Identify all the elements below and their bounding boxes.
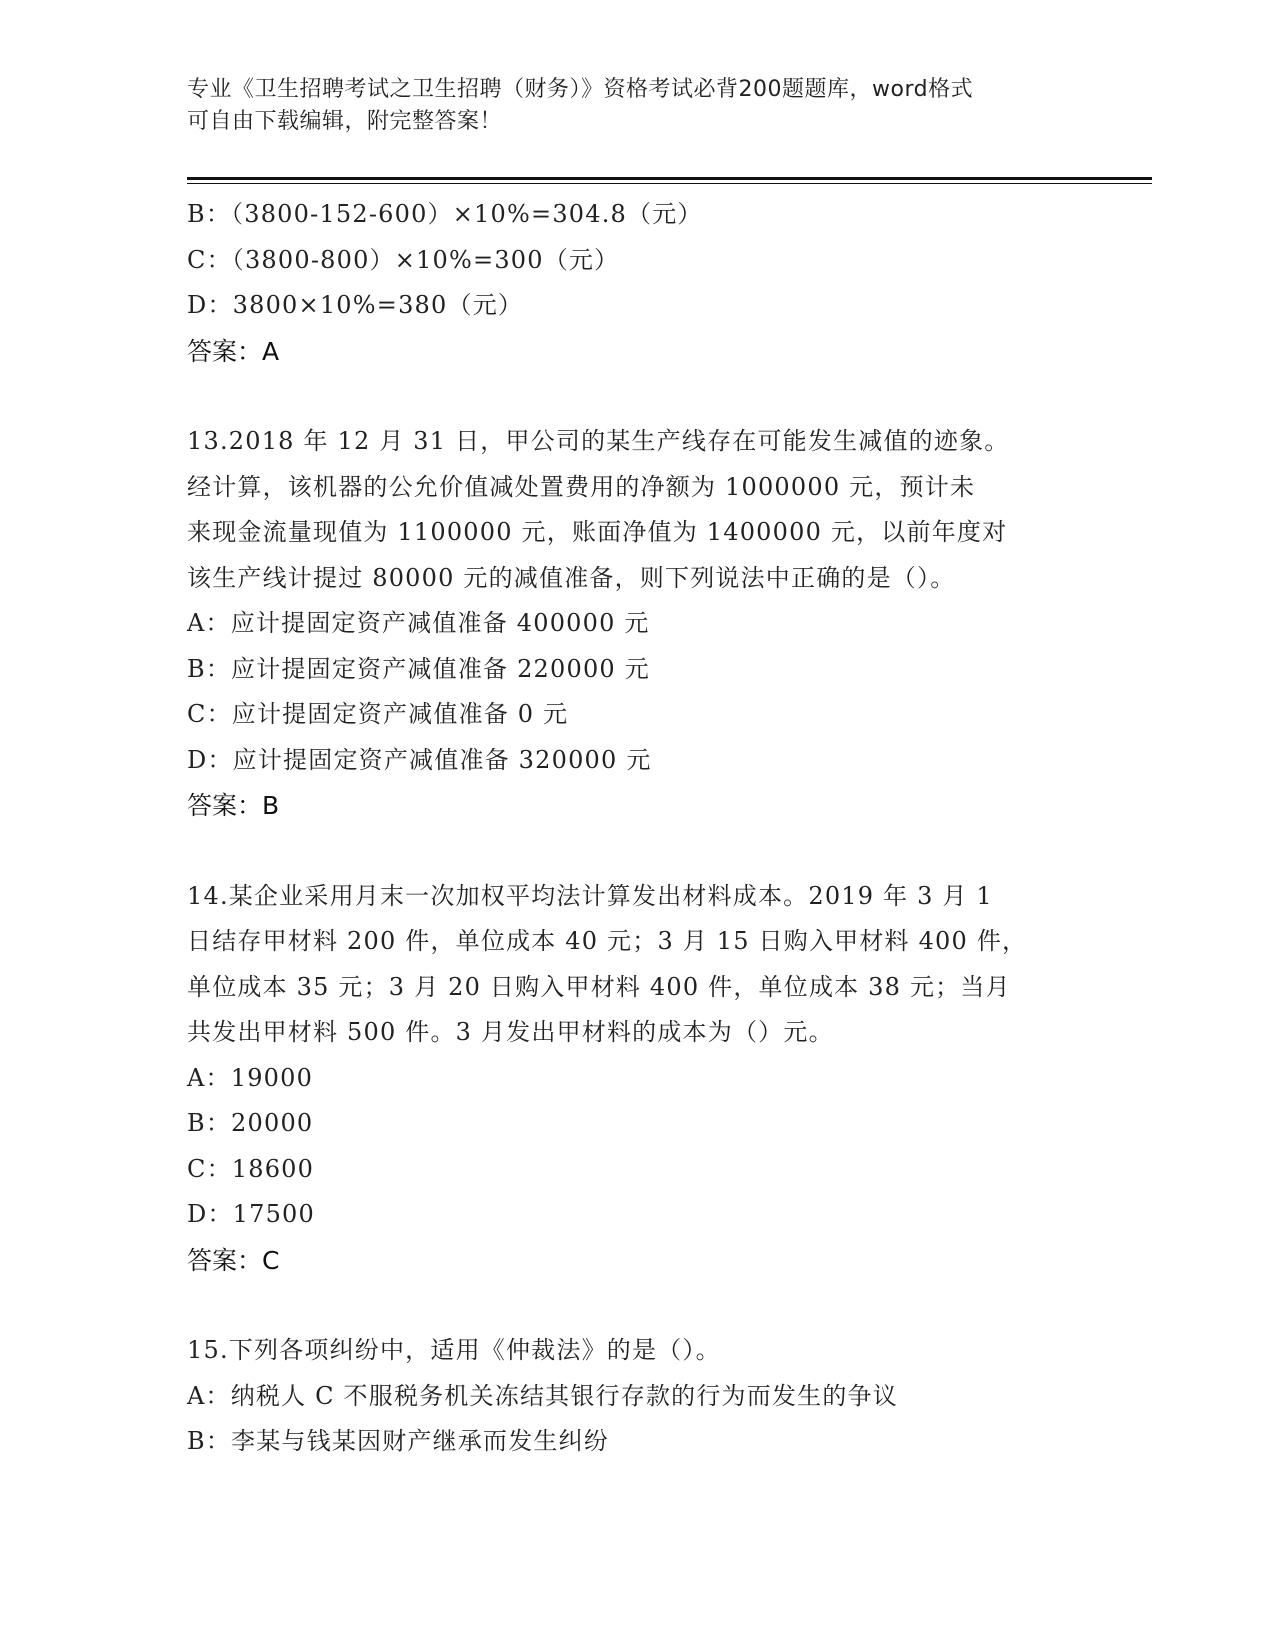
question-stem-line: 单位成本 35 元；3 月 20 日购入甲材料 400 件，单位成本 38 元；当月 (187, 972, 1011, 1001)
option-a: A：19000 (187, 1063, 314, 1092)
option-d: D：17500 (187, 1200, 315, 1228)
option-c: C：应计提固定资产减值准备 0 元 (187, 700, 569, 728)
option-d: D：应计提固定资产减值准备 320000 元 (187, 745, 652, 774)
question-13 (187, 419, 1087, 829)
option-c: C：（3800-800）×10%=300（元） (187, 245, 620, 274)
header-title-line-1: 专业《卫生招聘考试之卫生招聘（财务）》资格考试必背200题题库，word格式 (187, 77, 974, 102)
option-c: C：18600 (187, 1154, 315, 1183)
option-d: D：3800×10%=380（元） (187, 291, 524, 319)
option-a: A：应计提固定资产减值准备 400000 元 (187, 609, 650, 637)
header-divider-thin (187, 183, 1152, 184)
question-stem-line: 日结存甲材料 200 件，单位成本 40 元；3 月 15 日购入甲材料 400 件， (187, 927, 1028, 955)
option-b: B：（3800-152-600）×10%=304.8（元） (187, 200, 703, 228)
header-title-line-2: 可自由下载编辑，附完整答案！ (187, 109, 503, 134)
question-14 (187, 874, 1087, 1284)
question-content (187, 192, 1087, 1465)
option-b: B：应计提固定资产减值准备 220000 元 (187, 654, 650, 683)
question-stem-line: 15.下列各项纠纷中，适用《仲裁法》的是（）。 (187, 1336, 721, 1364)
question-15 (187, 1328, 1087, 1465)
question-stem-line: 共发出甲材料 500 件。3 月发出甲材料的成本为（）元。 (187, 1018, 834, 1046)
option-b: B：李某与钱某因财产继承而发生纠纷 (187, 1427, 610, 1455)
question-stem-line: 14.某企业采用月末一次加权平均法计算发出材料成本。2019 年 3 月 1 (187, 881, 993, 910)
question-stem-line: 经计算，该机器的公允价值减处置费用的净额为 1000000 元，预计未 (187, 472, 976, 501)
question-stem-line: 13.2018 年 12 月 31 日，甲公司的某生产线存在可能发生减值的迹象。 (187, 427, 1010, 455)
header-divider-thick (187, 177, 1152, 180)
document-header (187, 74, 1067, 138)
question-stem-line: 来现金流量现值为 1100000 元，账面净值为 1400000 元，以前年度对 (187, 518, 1008, 546)
answer-label: 答案：B (187, 791, 280, 820)
answer-label: 答案：A (187, 336, 280, 366)
spacer (187, 1283, 1087, 1328)
question-12-continued (187, 192, 1087, 374)
spacer (187, 829, 1087, 874)
option-a: A：纳税人 C 不服税务机关冻结其银行存款的行为而发生的争议 (187, 1381, 898, 1410)
spacer (187, 374, 1087, 419)
option-b: B：20000 (187, 1109, 314, 1137)
question-stem-line: 该生产线计提过 80000 元的减值准备，则下列说法中正确的是（）。 (187, 563, 956, 592)
answer-label: 答案：C (187, 1245, 280, 1275)
